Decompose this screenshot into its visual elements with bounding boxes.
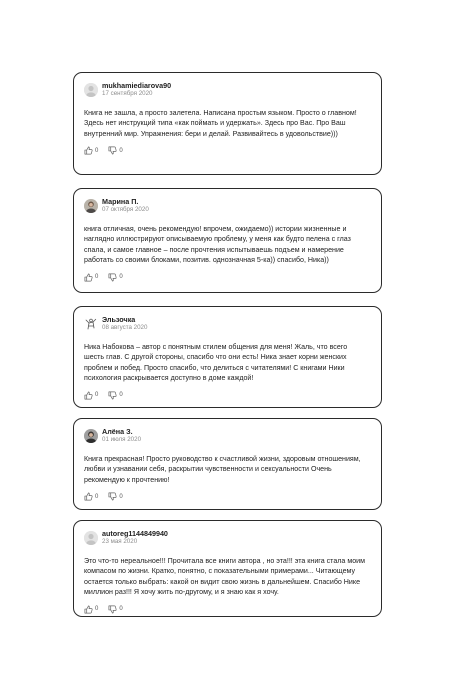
default-avatar-icon[interactable] xyxy=(84,531,98,545)
review-card xyxy=(73,72,382,175)
like-count: 0 xyxy=(95,147,99,154)
photo-avatar-icon[interactable] xyxy=(84,429,98,443)
review-text: Книга не зашла, а просто залетела. Написана простым языком. Просто о главном! Здесь нет инструкций типа «как поймать и удержать». Здесь про Вас. Про Ваш внутренний мир. Упражнения: бери и делай. Развивайтесь в удовольствие))) xyxy=(84,109,357,138)
review-date: 17 сентября 2020 xyxy=(102,90,153,97)
review-author[interactable]: Эльзочка xyxy=(102,315,136,324)
dislike-count: 0 xyxy=(119,606,123,613)
like-button[interactable] xyxy=(84,391,98,400)
review-header xyxy=(84,427,371,449)
review-header xyxy=(84,529,371,551)
review-card xyxy=(73,418,382,510)
review-date: 23 мая 2020 xyxy=(102,538,138,545)
review-author[interactable]: autoreg1144849940 xyxy=(102,529,168,538)
like-count: 0 xyxy=(95,493,99,500)
dislike-count: 0 xyxy=(119,147,123,154)
review-author[interactable]: mukhamiediarova90 xyxy=(102,81,172,90)
review-card xyxy=(73,306,382,408)
like-button[interactable] xyxy=(84,492,98,501)
like-count: 0 xyxy=(95,606,99,613)
like-count: 0 xyxy=(95,392,99,399)
thumbs-down-icon xyxy=(108,605,117,614)
default-avatar-icon[interactable] xyxy=(84,83,98,97)
thumbs-down-icon xyxy=(108,492,117,501)
review-reactions xyxy=(84,391,371,400)
dislike-button[interactable] xyxy=(108,146,122,155)
like-button[interactable] xyxy=(84,605,98,614)
thumbs-up-icon xyxy=(84,605,93,614)
thumbs-down-icon xyxy=(108,146,117,155)
dislike-count: 0 xyxy=(119,392,123,399)
review-header xyxy=(84,81,371,103)
review-text: Книга прекрасная! Просто руководство к счастливой жизни, здоровым отношениям, любви и узнавании себя, раскрытии чувственности и сексуальности Очень рекомендую к прочтению! xyxy=(84,455,361,484)
review-date: 01 июля 2020 xyxy=(102,436,142,443)
thumbs-down-icon xyxy=(108,273,117,282)
review-header xyxy=(84,197,371,219)
dislike-button[interactable] xyxy=(108,273,122,282)
dislike-count: 0 xyxy=(119,274,123,281)
photo-avatar-icon[interactable] xyxy=(84,199,98,213)
dislike-button[interactable] xyxy=(108,492,122,501)
thumbs-up-icon xyxy=(84,146,93,155)
review-text: Ника Набокова – автор с понятным стилем общения для меня! Жаль, что всего шесть глав. С другой стороны, спасибо что они есть! Ника знает корни женских проблем и побед. Просто спасибо, что делиться с читателями! С книгами Ники психология раскрывается доступно в доме каждой! xyxy=(84,343,348,383)
review-reactions xyxy=(84,146,371,155)
review-text: книга отличная, очень рекомендую! впрочем, ожидаемо)) истории жизненные и наглядно иллюстрируют описываемую проблему, у меня как будто пелена с глаз спала, и самое главное – после прочтения испытываешь подъем и намерение работать со своими блоками, позитив. однозначная 5-ка)) спасибо, Ника)) xyxy=(84,225,351,265)
thumbs-up-icon xyxy=(84,391,93,400)
like-count: 0 xyxy=(95,274,99,281)
dislike-button[interactable] xyxy=(108,391,122,400)
thumbs-down-icon xyxy=(108,391,117,400)
review-date: 08 августа 2020 xyxy=(102,324,148,331)
like-button[interactable] xyxy=(84,273,98,282)
drawn-avatar-icon[interactable] xyxy=(84,317,98,331)
thumbs-up-icon xyxy=(84,492,93,501)
thumbs-up-icon xyxy=(84,273,93,282)
review-reactions xyxy=(84,273,371,282)
like-button[interactable] xyxy=(84,146,98,155)
review-text: Это что-то нереальное!!! Прочитала все книги автора , но эта!!! эта книга стала моим компасом по жизни. Кратко, понятно, с показательными примерами... Читающему остается только выбрать: какой он видит свою жизнь в дальнейшем. Спасибо Нике миллион раз!!! Я хочу жить по-другому, и я знаю как я хочу. xyxy=(84,557,366,597)
dislike-count: 0 xyxy=(119,493,123,500)
review-date: 07 октября 2020 xyxy=(102,206,149,213)
review-reactions xyxy=(84,605,371,614)
review-card xyxy=(73,188,382,293)
dislike-button[interactable] xyxy=(108,605,122,614)
review-author[interactable]: Алёна З. xyxy=(102,427,133,436)
review-card xyxy=(73,520,382,617)
review-header xyxy=(84,315,371,337)
review-author[interactable]: Марина П. xyxy=(102,197,139,206)
review-reactions xyxy=(84,492,371,501)
